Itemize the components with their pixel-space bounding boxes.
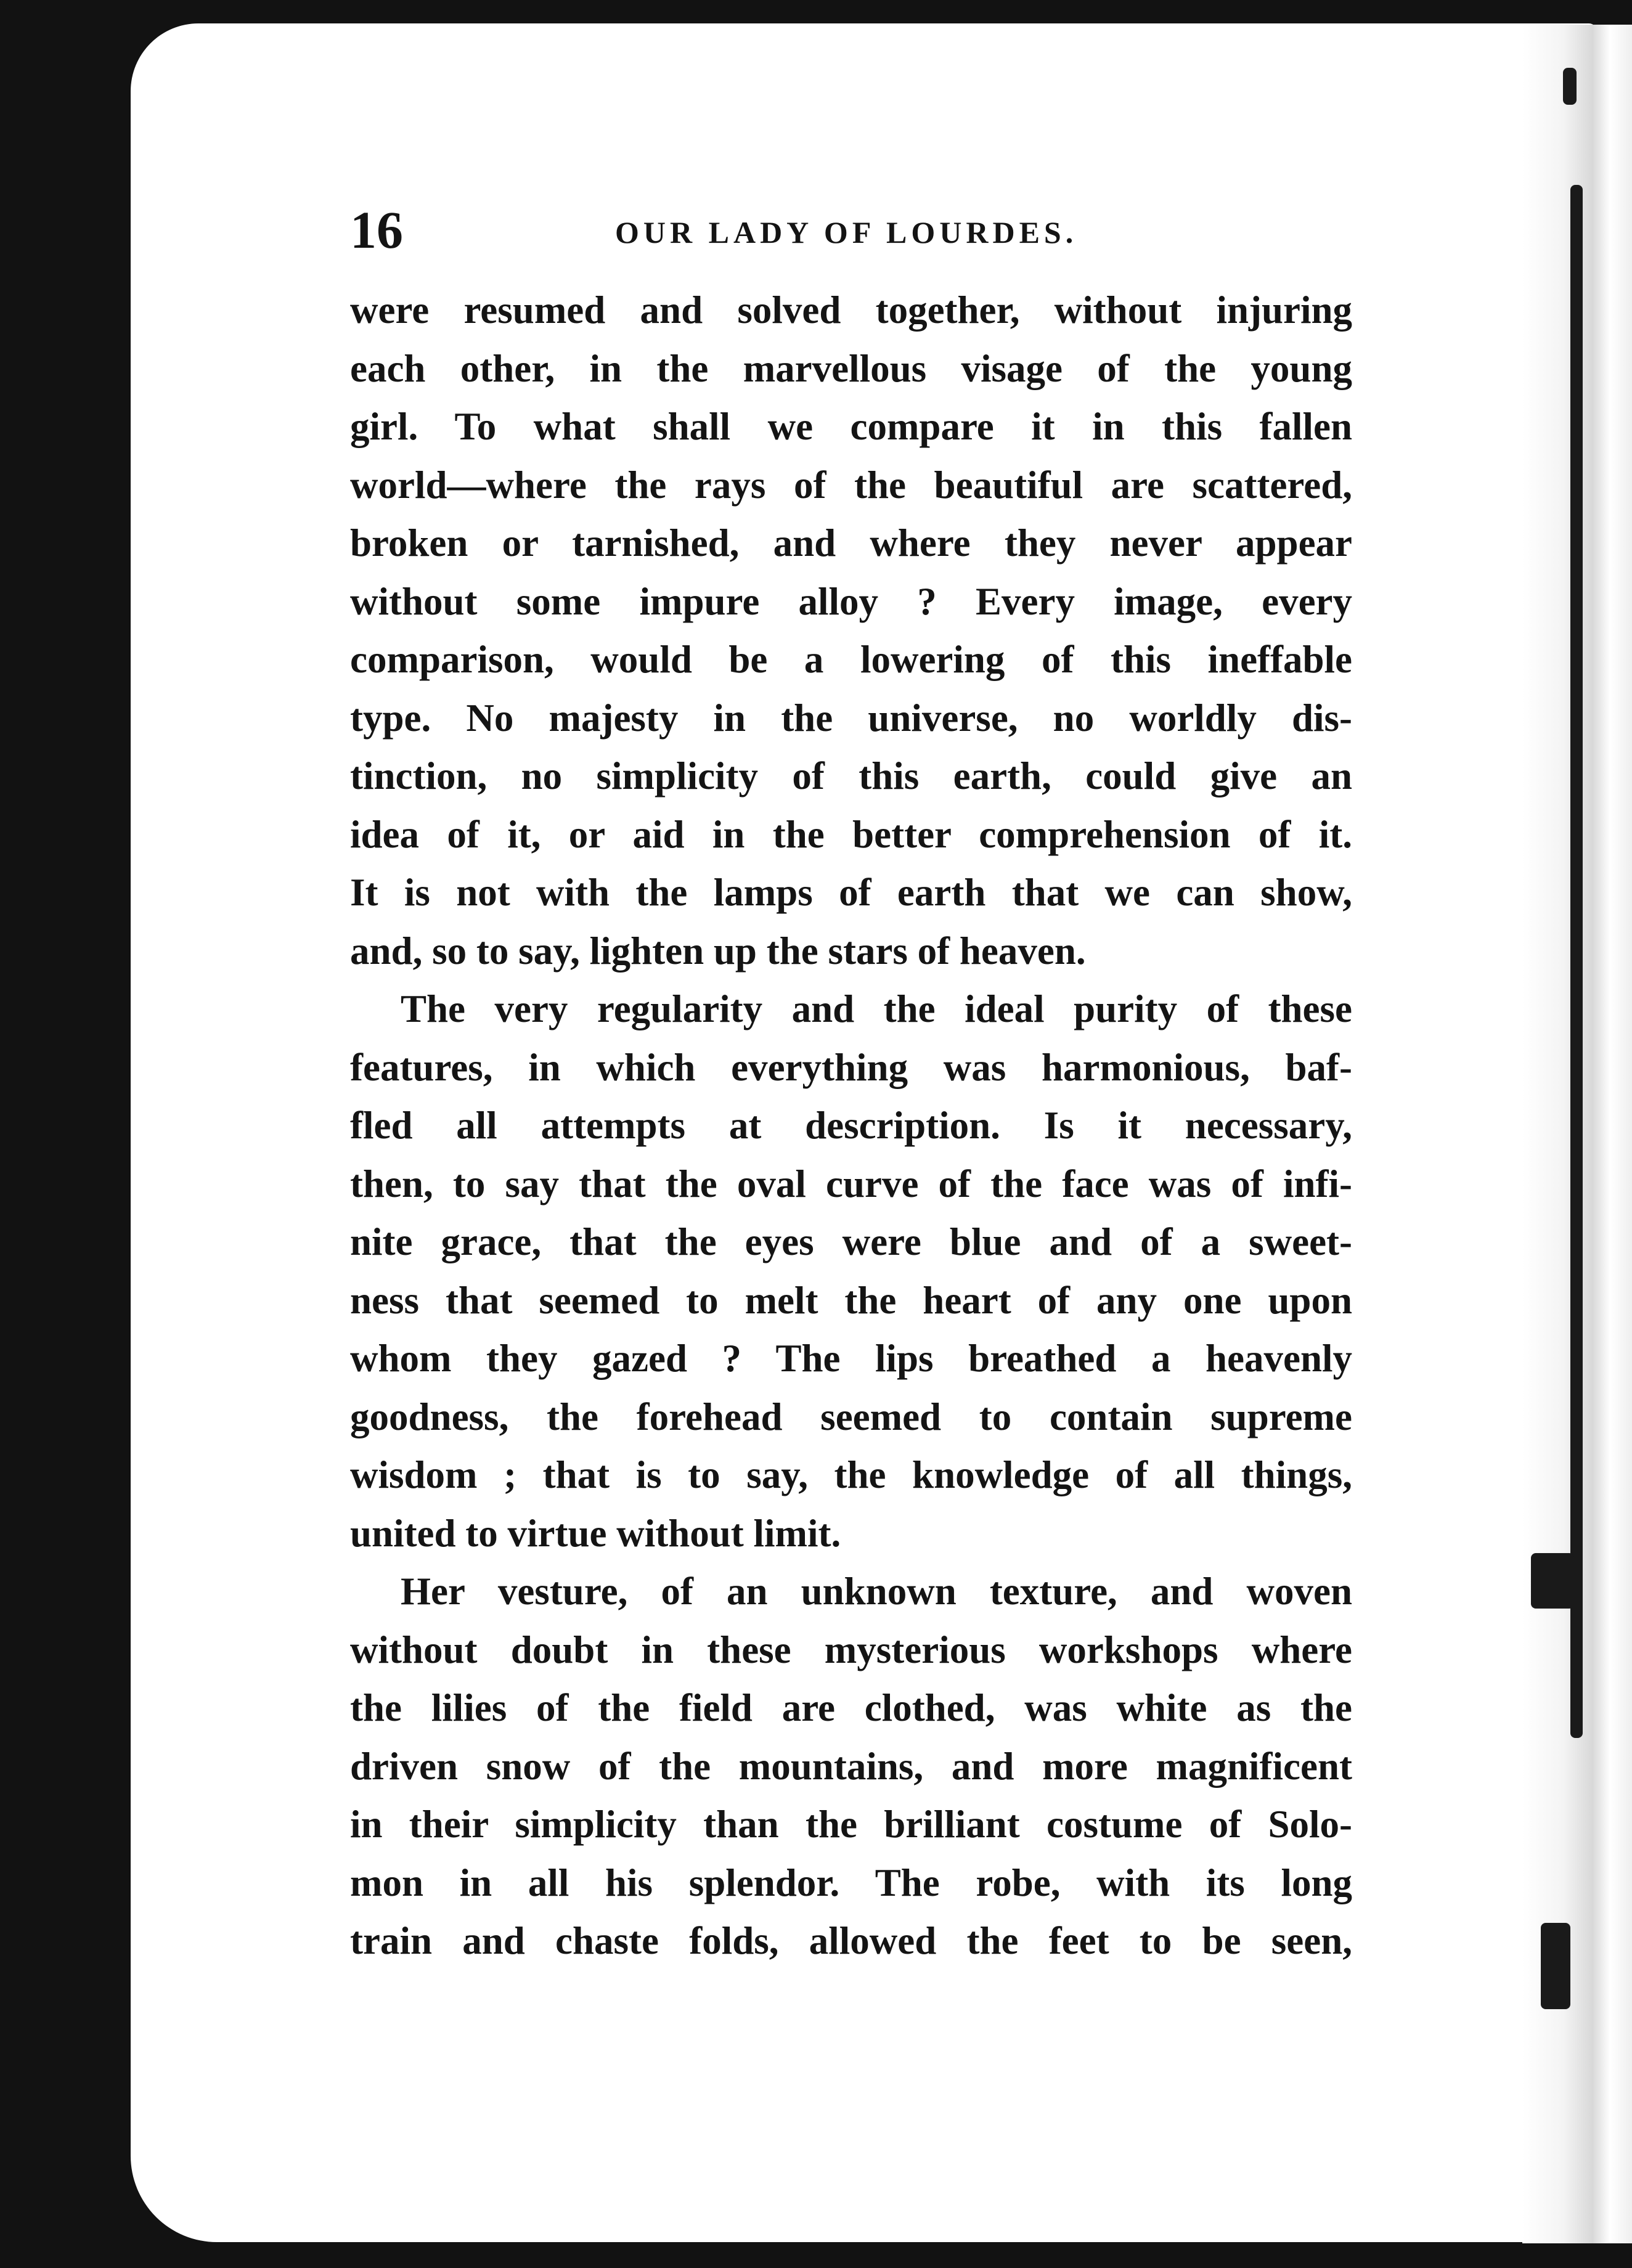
text-line: mon in all his splendor. The robe, with its long	[350, 1861, 1352, 1904]
body-text	[350, 281, 1352, 1970]
page-number: 16	[350, 200, 403, 259]
text-line: Her vesture, of an unknown texture, and woven	[401, 1570, 1352, 1613]
running-head	[350, 200, 1352, 277]
text-line: goodness, the forehead seemed to contain supreme	[350, 1395, 1352, 1438]
text-line: united to virtue without limit.	[350, 1511, 841, 1555]
paragraph	[350, 281, 1352, 980]
text-line: train and chaste folds, allowed the feet to be seen,	[350, 1919, 1352, 1962]
text-line: without doubt in these mysterious workshops where	[350, 1628, 1352, 1671]
text-line: tinction, no simplicity of this earth, could give an	[350, 754, 1352, 797]
text-line: each other, in the marvellous visage of the young	[350, 346, 1352, 390]
page-content	[350, 200, 1352, 1970]
text-line: world—where the rays of the beautiful are scattered,	[350, 463, 1352, 507]
text-line: broken or tarnished, and where they never appear	[350, 521, 1352, 565]
text-line: the lilies of the field are clothed, was white as the	[350, 1686, 1352, 1729]
text-line: comparison, would be a lowering of this ineffable	[350, 638, 1352, 681]
text-line: in their simplicity than the brilliant costume of Solo-	[350, 1803, 1352, 1846]
binding-mark	[1531, 1553, 1574, 1609]
text-line: fled all attempts at description. Is it necessary,	[350, 1104, 1352, 1147]
text-line: nite grace, that the eyes were blue and of a sweet-	[350, 1220, 1352, 1263]
text-line: whom they gazed ? The lips breathed a heavenly	[350, 1337, 1352, 1380]
text-line: and, so to say, lighten up the stars of heaven.	[350, 929, 1086, 973]
text-line: wisdom ; that is to say, the knowledge of all things,	[350, 1453, 1352, 1496]
text-line: idea of it, or aid in the better comprehension of it.	[350, 812, 1352, 856]
binding-mark	[1570, 185, 1583, 1738]
text-line: were resumed and solved together, without injuring	[350, 288, 1352, 332]
text-line: then, to say that the oval curve of the face was of infi-	[350, 1162, 1352, 1205]
text-line: features, in which everything was harmonious, baf-	[350, 1045, 1352, 1089]
text-line: It is not with the lamps of earth that we can show,	[350, 871, 1352, 914]
paragraph	[350, 1562, 1352, 1970]
running-title: OUR LADY OF LOURDES.	[615, 215, 1078, 250]
text-line: ness that seemed to melt the heart of any one upon	[350, 1278, 1352, 1322]
text-line: type. No majesty in the universe, no worldly dis-	[350, 696, 1352, 740]
binding-mark	[1563, 68, 1577, 105]
paragraph	[350, 980, 1352, 1562]
text-line: without some impure alloy ? Every image, every	[350, 579, 1352, 623]
text-line: girl. To what shall we compare it in this fallen	[350, 405, 1352, 448]
text-line: The very regularity and the ideal purity of these	[401, 987, 1352, 1030]
binding-mark	[1541, 1923, 1570, 2009]
text-line: driven snow of the mountains, and more magnificent	[350, 1744, 1352, 1788]
